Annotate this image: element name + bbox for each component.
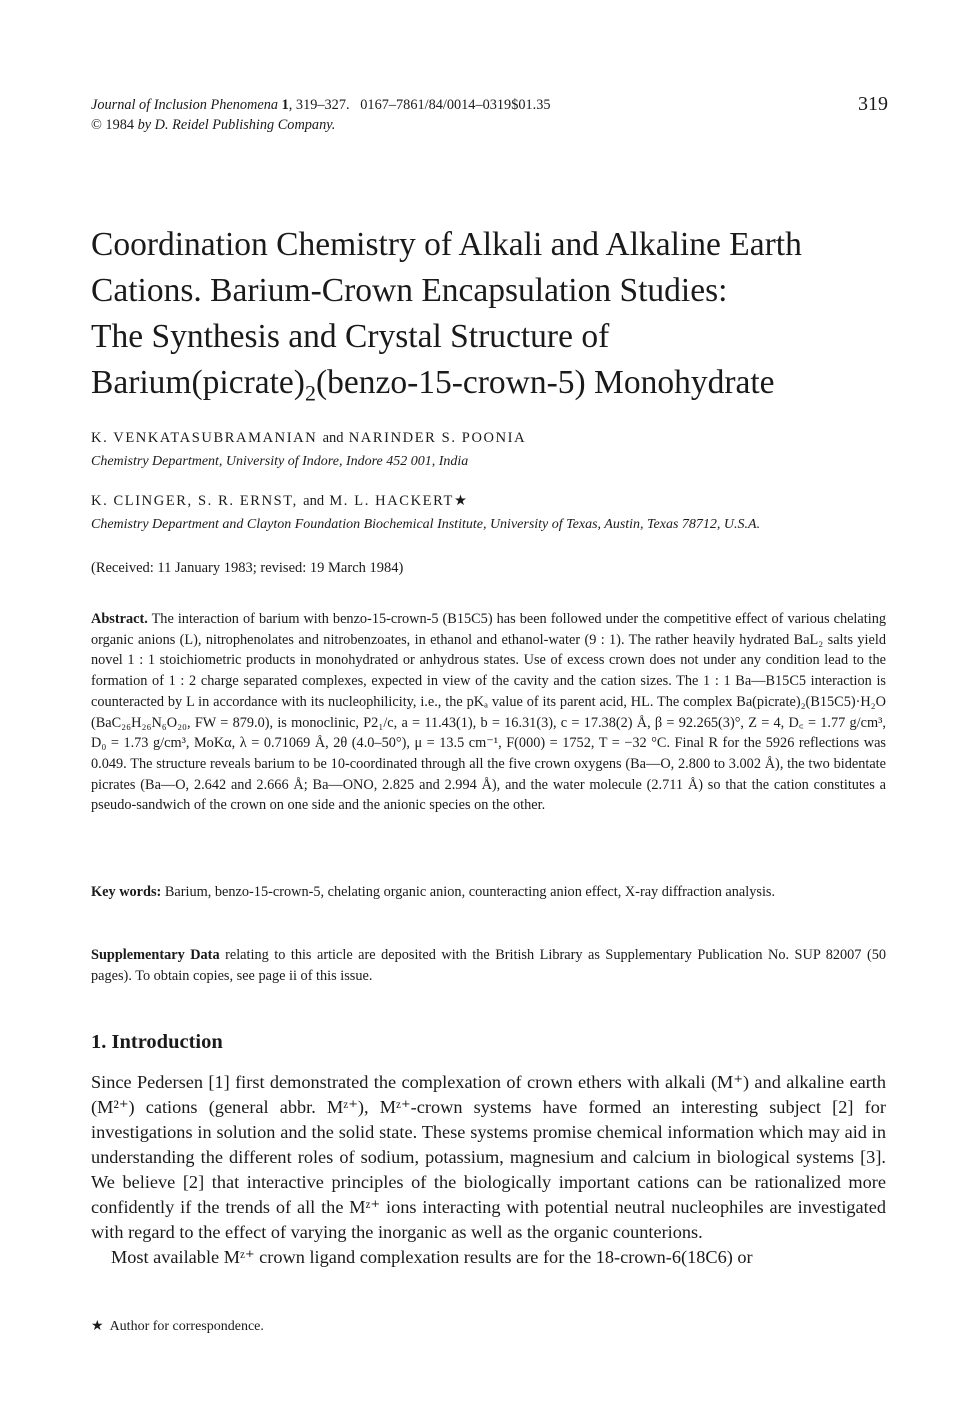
paragraph: Most available Mᶻ⁺ crown ligand complexation results are for the 18-crown-6(18C6) or — [111, 1247, 753, 1267]
title-line-4: $Barium(picrate)_2(benzo-15-crown-5)$ Monohydrate — [91, 364, 775, 406]
star-icon: ★ — [91, 1319, 104, 1334]
article-title — [91, 222, 911, 417]
author-name: M. L. HACKERT — [329, 493, 454, 509]
affiliation-1: Chemistry Department, University of Indore, Indore 452 001, India — [91, 454, 469, 469]
journal-name: Journal of Inclusion Phenomena — [91, 97, 279, 113]
abstract — [91, 609, 886, 816]
article-code: 0167–7861/84/0014–0319$01.35 — [360, 97, 551, 113]
title-line-1: Coordination Chemistry of Alkali and Alkaline Earth — [91, 226, 802, 263]
page-number: 319 — [858, 93, 888, 115]
abstract-text: The interaction of barium with benzo-15-crown-5 (B15C5) has been followed under the competitive effect of various chelating organic anions (L), nitrophenolates and nitrobenzoates, in ethanol and ethanol-water (9 : 1). The rather heavily hydrated BaL₂ salts yield novel 1 : 1 stoichiometric products in monohydrated or anhydrous states. Use of excess crown does not under any condition lead to the formation of 1 : 2 charge separated complexes, expected in view of the cavity and the cation sizes. The 1 : 1 Ba—B15C5 interaction is counteracted by L in accordance with its nucleophilicity, i.e., the pKₐ value of its parent acid, HL. The complex Ba(picrate)₂(B15C5)·H₂O (BaC₂₆H₂₆N₆O₂₀, FW = 879.0), is monoclinic, P2₁/c, a = 11.43(1), b = 16.31(3), c = 17.38(2) Å, β = 92.265(3)°, Z = 4, D꜀ = 1.77 g/cm³, D₀ = 1.73 g/cm³, MoKα, λ = 0.71069 Å, 2θ (4.0–50°), μ = 13.5 cm⁻¹, F(000) = 1752, T = −32 °C. Final R for the 5926 reflections was 0.049. The structure reveals barium to be 10-coordinated through all the five crown oxygens (Ba—O, 2.800 to 3.002 Å), the two bidentate picrates (Ba—O, 2.642 and 2.666 Å; Ba—ONO, 2.825 and 2.994 Å), and the water molecule (2.711 Å) so that the cation constitutes a pseudo-sandwich of the crown on one side and the anionic species on the other. — [91, 611, 886, 814]
paragraph: Since Pedersen [1] first demonstrated the complexation of crown ethers with alkali (M⁺) and alkaline earth (M²⁺) cations (general abbr. Mᶻ⁺), Mᶻ⁺-crown systems have formed an interesting subject [2] for investigations in solution and the solid state. These systems promise chemical information which may aid in understanding the different roles of sodium, potassium, magnesium and calcium in biological systems [3]. We believe [2] that interactive principles of the biologically important cations can be rationalized more confidently if the trends of all the Mᶻ⁺ ions interacting with potential neutral nucleophiles are investigated with regard to the effect of varying the inorganic as well as the organic counterions. — [91, 1072, 886, 1242]
supplementary-label: Supplementary Data — [91, 947, 220, 963]
keywords-label: Key words: — [91, 884, 162, 900]
keywords-text: Barium, benzo-15-crown-5, chelating organic anion, counteracting anion effect, X-ray diffraction analysis. — [164, 884, 776, 900]
supplementary-data — [91, 945, 886, 986]
publisher: by D. Reidel Publishing Company. — [137, 117, 336, 133]
author-group-2: K. CLINGER, S. R. ERNST, and M. L. HACKERT★ — [91, 493, 469, 509]
author-name: K. CLINGER, S. R. ERNST, — [91, 493, 298, 509]
keywords — [91, 882, 886, 903]
star-icon: ★ — [453, 493, 469, 509]
running-header — [91, 95, 791, 135]
copyright-line — [91, 115, 791, 135]
author-name: NARINDER S. POONIA — [348, 430, 527, 446]
citation-line: Journal of Inclusion Phenomena 1, 319–327. 0167–7861/84/0014–0319$01.35 — [91, 97, 551, 113]
introduction-body — [91, 1070, 886, 1270]
author-group-1: K. VENKATASUBRAMANIAN and NARINDER S. POONIA — [91, 430, 527, 446]
received-dates: (Received: 11 January 1983; revised: 19 March 1984) — [91, 560, 404, 576]
page-range: 319–327. — [295, 97, 350, 113]
footnote — [91, 1318, 264, 1335]
title-line-2: Cations. Barium-Crown Encapsulation Studies: — [91, 272, 728, 309]
title-line-3: The Synthesis and Crystal Structure of — [91, 318, 610, 355]
section-heading: 1. Introduction — [91, 1031, 223, 1053]
copyright-year: © 1984 — [91, 117, 135, 133]
volume: 1 — [281, 97, 289, 113]
abstract-label: Abstract. — [91, 611, 148, 627]
footnote-text: Author for correspondence. — [109, 1319, 264, 1334]
affiliation-2: Chemistry Department and Clayton Foundation Biochemical Institute, University of Texas, Austin, Texas 78712, U.S.A. — [91, 517, 761, 532]
supplementary-text: relating to this article are deposited with the British Library as Supplementary Publication No. SUP 82007 (50 pages). To obtain copies, see page ii of this issue. — [91, 947, 886, 984]
author-name: K. VENKATASUBRAMANIAN — [91, 430, 318, 446]
